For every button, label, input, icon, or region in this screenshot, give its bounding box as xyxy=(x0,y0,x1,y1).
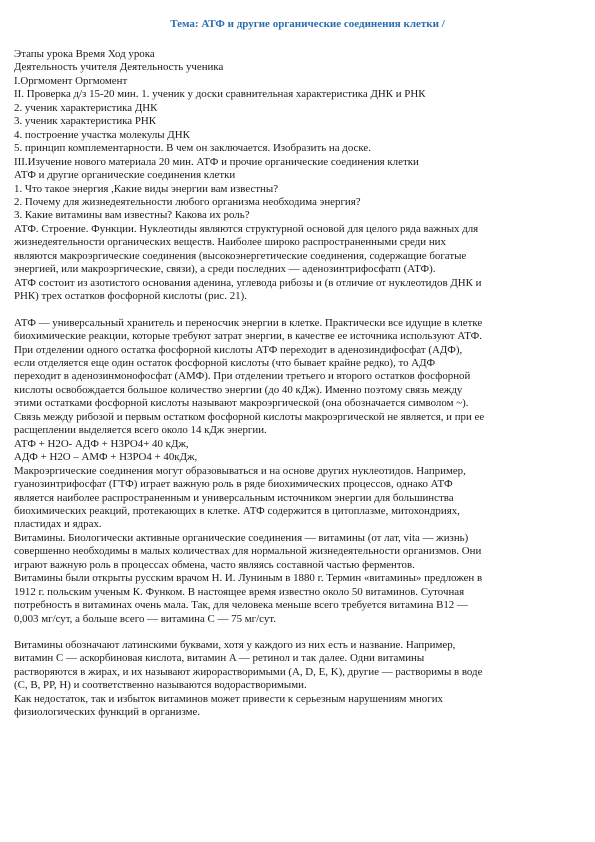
text-line: 0,003 мг/сут, а больше всего — витамина C — 75 мг/сут. xyxy=(14,612,276,625)
paragraph-gap xyxy=(14,626,581,639)
text-line: жизнедеятельности органических веществ. Наиболее широко распространенными среди них xyxy=(14,236,446,249)
text-line: пластидах и ядрах. xyxy=(14,518,102,531)
text-line: энергией, или макроэргические, связи), а среди последних — аденозинтрифосфатп (АТФ). xyxy=(14,263,436,276)
text-line: Этапы урока Время Ход урока xyxy=(14,48,155,60)
text-line: (C, B, PP, H) и соответственно называются водорастворимыми. xyxy=(14,679,307,692)
text-line: переходит в аденозинмонофосфат (АМФ). При отделении третьего и второго остатков фосфорной xyxy=(14,370,471,383)
text-line: кислоты освобождается большое количество энергии (до 40 кДж). Именно поэтому связь между xyxy=(14,383,463,396)
paragraph-gap xyxy=(14,304,581,317)
text-line: витамин C — аскорбиновая кислота, витамин A — ретинол и так далее. Одни витамины xyxy=(14,652,425,665)
text-line: совершенно необходимы в малых количествах для нормальной жизнедеятельности организмов. Они xyxy=(14,545,482,558)
lesson-plan-block xyxy=(14,48,581,304)
text-line: 2. ученик характеристика ДНК xyxy=(14,101,158,114)
text-line: являются макроэргические соединения (высокоэнергетические соединения, содержащие богатые xyxy=(14,249,467,262)
text-line: играют важную роль в процессах обмена, часто являясь составной частью ферментов. xyxy=(14,558,415,571)
text-line: расщеплении выделяется всего около 14 кДж энергии. xyxy=(14,424,267,437)
text-line: АТФ. Строение. Функции. Нуклеотиды являются структурной основой для целого ряда важных для xyxy=(14,222,479,235)
text-line: биохимических реакций, протекающих в клетке. АТФ содержится в цитоплазме, митохондриях, xyxy=(14,504,460,517)
text-line: Деятельность учителя Деятельность ученика xyxy=(14,61,224,74)
formula-line: АТФ + H2O- АДФ + H3PO4+ 40 кДж, xyxy=(14,437,189,450)
text-line: Связь между рибозой и первым остатком фосфорной кислоты макроэргической не является, и при ее xyxy=(14,410,485,423)
text-line: биохимические реакции, которые требуют затрат энергии, в качестве ее источника используют АТФ. xyxy=(14,330,482,343)
text-line: 3. Какие витамины вам известны? Какова их роль? xyxy=(14,209,250,222)
formula-line: АДФ + H2O – АМФ + H3PO4 + 40кДж, xyxy=(14,451,198,464)
page-title: Тема: АТФ и другие органические соединения клетки / xyxy=(170,18,445,30)
text-line: 1912 г. польским ученым К. Функом. В настоящее время известно около 50 витаминов. Суточная xyxy=(14,585,465,598)
text-line: Витамины обозначают латинскими буквами, хотя у каждого из них есть и название. Например, xyxy=(14,639,456,652)
text-line: если отделяется еще один остаток фосфорной кислоты (что бывает крайне редко), то АДФ xyxy=(14,356,436,369)
text-line: 5. принцип комплементарности. В чем он заключается. Изобразить на доске. xyxy=(14,142,371,155)
text-line: является наиболее распространенным и универсальным источником энергии для большинства xyxy=(14,491,454,504)
text-line: 4. построение участка молекулы ДНК xyxy=(14,128,190,141)
text-line: II. Проверка д/з 15-20 мин. 1. ученик у доски сравнительная характеристика ДНК и РНК xyxy=(14,88,426,101)
text-line: Как недостаток, так и избыток витаминов может привести к серьезным нарушениям многих xyxy=(14,692,443,705)
text-line: При отделении одного остатка фосфорной кислоты АТФ переходит в аденозиндифосфат (АДФ), xyxy=(14,343,463,356)
text-line: РНК) трех остатков фосфорной кислоты (рис. 21). xyxy=(14,290,247,303)
text-line: Витамины были открыты русским врачом Н. И. Луниным в 1880 г. Термин «витамины» предложен в xyxy=(14,572,483,585)
document-page xyxy=(14,18,581,720)
atp-vitamins-block xyxy=(14,317,581,626)
text-line: 1. Что такое энергия ,Какие виды энергии вам известны? xyxy=(14,182,279,195)
text-line: Макроэргические соединения могут образовываться и на основе других нуклеотидов. Например, xyxy=(14,464,466,477)
text-line: I.Оргмомент Оргмомент xyxy=(14,74,128,87)
text-line: потребность в витаминах очень мала. Так, для человека меньше всего требуется витамина B12 — xyxy=(14,599,468,612)
text-line: АТФ — универсальный хранитель и переносчик энергии в клетке. Практически все идущие в клетке xyxy=(14,316,483,329)
text-line: 2. Почему для жизнедеятельности любого организма необходима энергия? xyxy=(14,195,361,208)
text-line: АТФ состоит из азотистого основания аденина, углевода рибозы и (в отличие от нуклеотидов ДНК и xyxy=(14,276,482,289)
vitamins-notation-block xyxy=(14,639,581,720)
text-line: гуанозинтрифосфат (ГТФ) играет важную роль в ряде биохимических процессов, однако АТФ xyxy=(14,478,453,491)
text-line: III.Изучение нового материала 20 мин. АТФ и прочие органические соединения клетки xyxy=(14,155,419,168)
text-line: АТФ и другие органические соединения клетки xyxy=(14,169,236,182)
text-line: растворяются в жирах, и их называют жирорастворимыми (A, D, E, K), другие — растворимы в воде xyxy=(14,665,483,678)
text-line: физиологических функций в организме. xyxy=(14,706,201,719)
text-line: этими остатками фосфорной кислоты называют макроэргической (она обозначается символом ~). xyxy=(14,397,469,410)
text-line: Витамины. Биологически активные органические соединения — витамины (от лат, vita — жизнь) xyxy=(14,531,469,544)
text-line: 3. ученик характеристика РНК xyxy=(14,115,157,128)
